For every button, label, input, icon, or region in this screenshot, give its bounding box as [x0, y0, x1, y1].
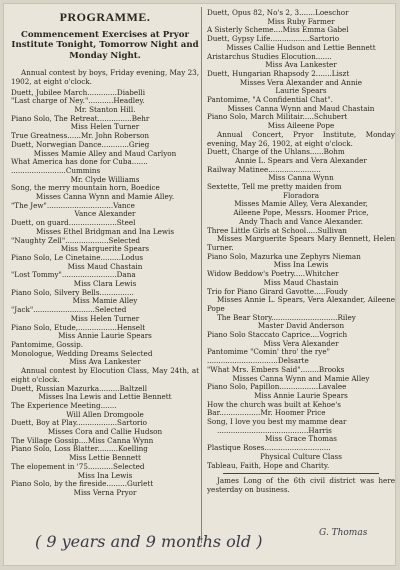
programme-line: Miss Mamie Alley: [72, 297, 138, 306]
programme-line: Pantomime, Gossip.: [11, 341, 84, 349]
programme-heading: PROGRAMME.: [59, 10, 151, 24]
programme-line: "The Jew".............................Vance: [11, 201, 135, 210]
programme-line: Song, I love you best my mamme dear: [207, 418, 347, 427]
programme-line: Piano Solo Staccato Caprice....Vogrich: [207, 331, 348, 340]
programme-line: Misses Ethel Bridgman and Ina Lewis: [35, 227, 175, 236]
programme-line: Railway Matinee.......................: [207, 165, 321, 174]
programme-line: Pantomime, "A Confidential Chat".: [207, 96, 333, 105]
programme-line: "Jack"...........................Selected: [11, 306, 127, 315]
right-column: [207, 9, 395, 495]
programme-line: Piano Solo, Le Cinetaine.........Lodus: [11, 253, 144, 262]
programme-line: Duett, Hungarian Rhapsody 2.......Liszt: [207, 69, 350, 78]
programme-line: Miss Annie Laurie Spears: [58, 332, 152, 341]
programme-line: Duett, on guard.....................Steel: [11, 219, 136, 228]
programme-line: Master David Anderson: [257, 322, 345, 331]
programme-line: The Bear Story.............................Riley: [217, 313, 356, 322]
programme-line: Miss Helen Turner: [70, 314, 140, 323]
programme-line: Duett, Russian Mazurka.........Baltzell: [11, 384, 147, 393]
programme-line: Duett, Gypsy Life.................Sartorio: [207, 35, 340, 44]
programme-line: Duett, Boy at Play..................Sartorio: [11, 419, 147, 428]
programme-line: Three Little Girls at School.....Sullivan: [207, 226, 347, 235]
programme-line: "Lost Tommy"........................Dana: [11, 271, 136, 280]
programme-line: Miss Ava Lankester: [265, 61, 337, 70]
programme-line: Misses Callie Hudson and Lettie Bennett: [226, 43, 376, 52]
programme-line: Miss Aileene Pope: [267, 122, 335, 131]
programme-line: Bar..................Mr. Hoomer Price: [207, 409, 326, 418]
programme-line: Miss Clara Lewis: [73, 280, 137, 289]
programme-line: How the church was built at Kehoe's: [207, 400, 341, 409]
left-programme-list: [11, 89, 199, 498]
programme-line: Misses Ina Lewis and Lettie Bennett: [38, 393, 172, 402]
programme-line: Aristarchus Studies Elocution.......: [207, 52, 332, 61]
handwriting-svg: [27, 523, 379, 563]
programme-line: Physical Culture Class: [260, 452, 342, 461]
programme-line: Piano Solo, The Retreat...............Behr: [11, 114, 150, 123]
programme-line: Miss Marguerite Spears: [60, 245, 150, 254]
programme-line: The elopement in '75...........Selected: [11, 462, 145, 471]
programme-subheading: Commencement Exercises at Pryor Institute Tonight, Tomorrow Night and Monday Night.: [11, 29, 199, 61]
left-column: [11, 9, 199, 498]
programme-line: Misses Canna Wynn and Mamie Alley.: [35, 193, 175, 202]
closing-rule: [223, 473, 379, 474]
programme-line: Misses Mamie Alley and Maud Carlyon: [33, 149, 177, 158]
programme-line: ...............................Delsarte: [207, 357, 309, 366]
programme-line: Miss Ina Lewis: [273, 261, 329, 270]
programme-line: The Village Gossip....Miss Canna Wynn: [11, 436, 154, 445]
footnote-text: James Long of the 6th civil district was here yesterday on business.: [207, 476, 395, 494]
programme-line: ........................................Harris: [217, 426, 332, 435]
programme-line: Piano Solo, March Militair.....Schubert: [207, 113, 348, 122]
programme-line: Misses Canna Wynn and Mamie Alley: [232, 374, 370, 383]
programme-line: Plastique Roses.............................: [207, 444, 331, 453]
programme-line: Miss Ava Lankester: [69, 358, 141, 367]
programme-line: Miss Canna Wynn: [268, 174, 334, 183]
programme-line: Will Allen Dromgoole: [66, 410, 144, 419]
handwritten-age-note: ( 9 years and 9 months old ): [35, 532, 263, 551]
programme-line: Piano Solo, Mazurka une Zephyrs Nieman: [207, 252, 361, 261]
programme-line: Piano Solo, by the fireside.........Gurlett: [11, 480, 154, 489]
programme-line: Duett, Jubilee March.............Diabelli: [11, 88, 146, 97]
programme-line: Miss Annie Laurie Spears: [254, 391, 348, 400]
newspaper-clipping: [3, 3, 396, 566]
programme-line: Misses Vera Alexander and Annie: [239, 78, 363, 87]
programme-line: Tableau, Faith, Hope and Charity.: [207, 461, 330, 470]
programme-line: Monologue, Wedding Dreams Selected: [11, 349, 153, 358]
programme-line: Miss Maud Chastain: [263, 278, 339, 287]
programme-line: Floradora: [283, 191, 319, 200]
programme-line: Miss Helen Turner: [70, 123, 140, 132]
programme-line: Pantomime "Comin' thro' the rye": [207, 348, 330, 357]
programme-line: Miss Grace Thomas: [265, 435, 337, 444]
programme-line: A Sisterly Scheme....Miss Emma Gabel: [207, 26, 349, 35]
programme-line: Piano Solo, Papillon.................Lavalee: [207, 383, 347, 392]
programme-line: Miss Verna Pryor: [73, 488, 137, 497]
programme-line: What America has done for Cuba.......: [11, 158, 148, 167]
programme-line: Annual contest by Elocution Class, May 24th, at eight o'clock.: [11, 367, 199, 384]
contest-intro: Annual contest by boys, Friday evening, May 23, 1902, at eight o'clock.: [11, 68, 199, 86]
programme-line: "What Mrs. Embers Said"........Brooks: [207, 365, 345, 374]
programme-line: Miss Maud Chastain: [67, 262, 143, 271]
programme-line: Miss Ina Lewis: [77, 471, 133, 480]
programme-line: Misses Cora and Callie Hudson: [47, 428, 163, 437]
programme-line: Miss Ruby Farmer: [267, 17, 335, 26]
programme-line: Vance Alexander: [74, 210, 136, 219]
programme-line: Piano Solo, Silvery Bells...............: [11, 288, 134, 297]
handwritten-signature: G. Thomas: [319, 528, 368, 538]
programme-line: Piano Solo, Etude,.................Henselt: [11, 323, 146, 332]
handwritten-annotation: [27, 523, 379, 563]
programme-line: Mr. Clyde Williams: [70, 175, 140, 184]
programme-line: Trio for Piano Girard Gavotte.....Foudy: [207, 287, 348, 296]
programme-line: Laurie Spears: [275, 87, 327, 96]
programme-line: Mr. Stanton Hill.: [74, 106, 136, 115]
programme-line: Duett, Charge of the Uhlans......Bohm: [207, 148, 345, 157]
programme-line: Piano Solo, Loss Blatter.........Koelling: [11, 445, 148, 454]
programme-line: "Naughty Zell"...................Selected: [11, 236, 141, 245]
programme-line: Misses Marguerite Spears Mary Bennett, Helen Turner.: [207, 235, 395, 252]
programme-line: ........................Cummins: [11, 166, 101, 175]
column-divider: [201, 7, 202, 543]
programme-line: True Greatness......Mr. John Roberson: [11, 132, 149, 141]
programme-line: Sextette, Tell me pretty maiden from: [207, 183, 342, 192]
programme-line: Misses Annie L. Spears, Vera Alexander, Aileene Pope: [207, 296, 395, 313]
programme-line: Misses Mamie Alley, Vera Alexander,: [234, 200, 368, 209]
programme-line: Miss Vera Alexander: [263, 339, 339, 348]
programme-line: Andy Thach and Vance Alexander.: [239, 217, 363, 226]
programme-line: Annual Concert, Pryor Institute, Monday evening, May 26, 1902, at eight o'clock.: [207, 130, 395, 148]
right-programme-list: [207, 9, 395, 470]
programme-line: Annie L. Spears and Vera Alexander: [235, 156, 367, 165]
programme-line: Widow Beddow's Poetry.....Whitcher: [207, 270, 339, 279]
programme-line: Duett, Opus 82, No's 2, 3.......Loeschor: [207, 9, 349, 17]
programme-line: Duett, Norwegian Dance............Grieg: [11, 140, 150, 149]
programme-line: Miss Lettie Bennett: [69, 454, 141, 463]
programme-line: Aileene Pope, Messrs. Hoomer Price,: [233, 209, 369, 218]
programme-line: Misses Canna Wynn and Maud Chastain: [227, 104, 375, 113]
programme-line: "Last charge of Ney."...........Headley.: [11, 97, 145, 106]
programme-line: Song, the merry mountain horn, Boedice: [11, 184, 160, 193]
programme-line: The Experience Meeting.......: [11, 401, 117, 410]
